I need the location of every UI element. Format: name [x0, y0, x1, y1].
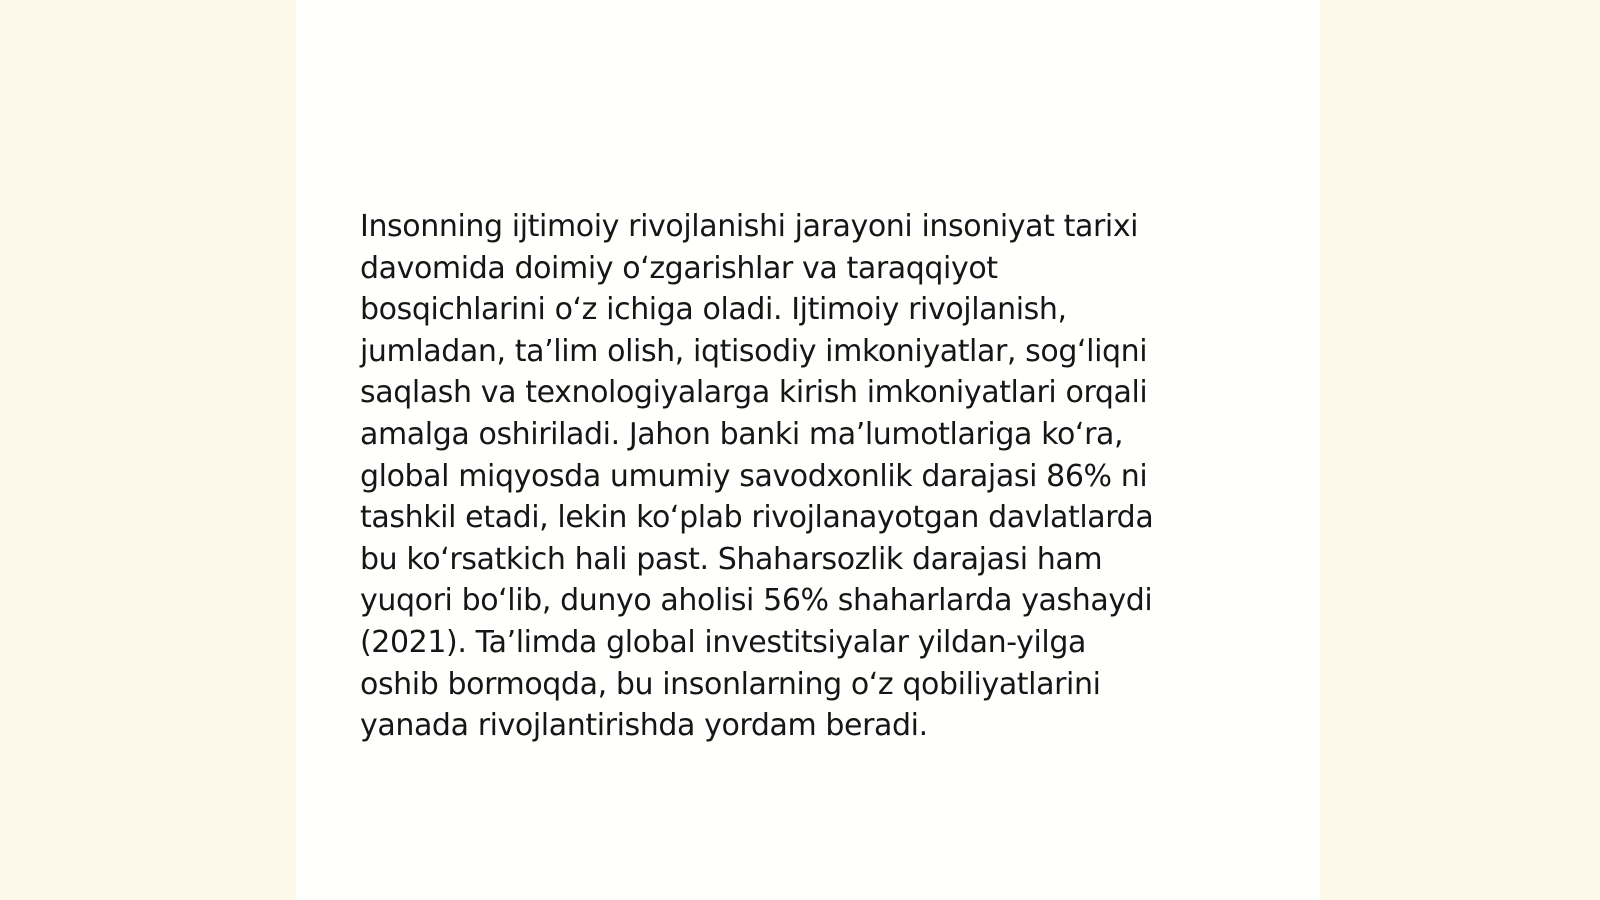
document-page — [296, 0, 1320, 900]
paragraph-line: yuqori boʻlib, dunyo aholisi 56% shaharlarda yashaydi — [360, 583, 1153, 619]
paragraph-line: (2021). Taʼlimda global investitsiyalar yildan-yilga — [360, 624, 1086, 660]
paragraph-line: oshib bormoqda, bu insonlarning oʻz qobiliyatlarini — [360, 666, 1101, 702]
paragraph-line: jumladan, taʼlim olish, iqtisodiy imkoniyatlar, sogʻliqni — [360, 333, 1148, 369]
paragraph-line: bosqichlarini oʻz ichiga oladi. Ijtimoiy rivojlanish, — [360, 292, 1067, 328]
paragraph-line: amalga oshiriladi. Jahon banki maʼlumotlariga koʻra, — [360, 416, 1124, 452]
paragraph-line: bu koʻrsatkich hali past. Shaharsozlik darajasi ham — [360, 541, 1103, 577]
paragraph-line: yanada rivojlantirishda yordam beradi. — [360, 708, 928, 744]
paragraph-line: global miqyosda umumiy savodxonlik darajasi 86% ni — [360, 458, 1148, 494]
paragraph-line: saqlash va texnologiyalarga kirish imkoniyatlari orqali — [360, 375, 1148, 411]
body-paragraph — [360, 206, 1240, 747]
paragraph-line: davomida doimiy oʻzgarishlar va taraqqiyot — [360, 250, 998, 286]
paragraph-line: tashkil etadi, lekin koʻplab rivojlanayotgan davlatlarda — [360, 500, 1154, 536]
paragraph-line: Insonning ijtimoiy rivojlanishi jarayoni insoniyat tarixi — [360, 209, 1139, 244]
